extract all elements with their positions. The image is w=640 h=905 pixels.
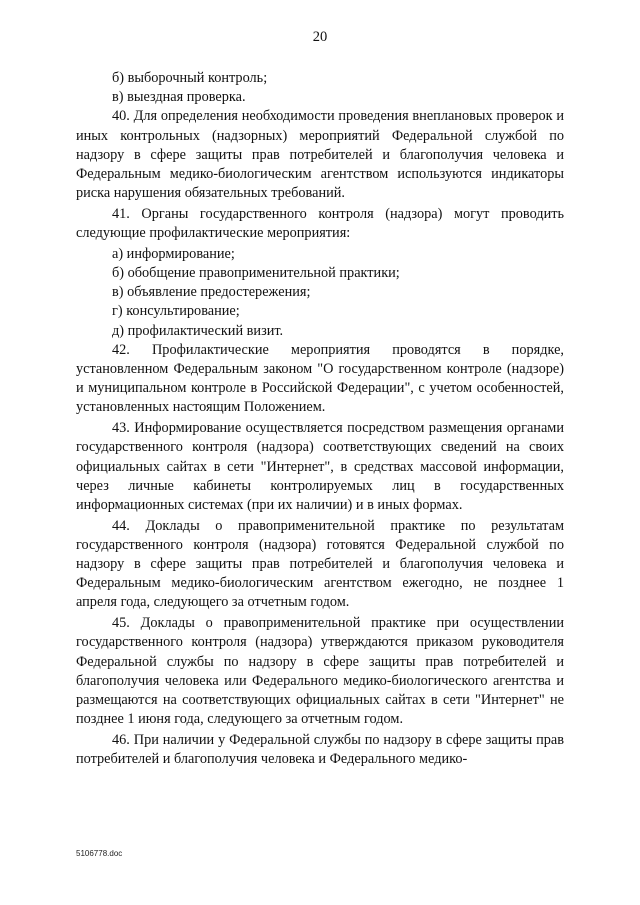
paragraph: 42. Профилактические мероприятия проводятся в порядке, установленном Федеральным законом "О государственном контроле (надзоре) и муниципальном контроле в Российской Федерации", с учетом особенностей, установленных настоящим Положением. xyxy=(76,341,564,416)
paragraph: 46. При наличии у Федеральной службы по надзору в сфере защиты прав потребителей и благополучия человека и Федерального медико- xyxy=(76,731,564,768)
list-item: а) информирование; xyxy=(112,245,235,262)
paragraph: 44. Доклады о правоприменительной практике по результатам государственного контроля (надзора) готовятся Федеральной службой по надзору в сфере защиты прав потребителей и благополучия человека и Федеральным медико-биологическим агентством ежегодно, не позднее 1 апреля года, следующего за отчетным годом. xyxy=(76,517,564,611)
list-item: в) выездная проверка. xyxy=(112,89,246,106)
list-item: б) выборочный контроль; xyxy=(112,70,268,86)
paragraph: 45. Доклады о правоприменительной практике при осуществлении государственного контроля (надзора) утверждаются приказом руководителя Федеральной службы по надзору в сфере защиты прав потребителей и благополучия человека или Федерального медико-биологического агентства и размещаются на соответствующих официальных сайтах в сети "Интернет" не позднее 1 июня года, следующего за отчетным годом. xyxy=(76,615,564,728)
document-body xyxy=(76,69,564,771)
page-number: 20 xyxy=(312,29,328,45)
list-item: г) консультирование; xyxy=(112,303,240,320)
list-item: б) обобщение правоприменительной практики; xyxy=(112,265,400,282)
document-file-code: 5106778.doc xyxy=(76,849,123,858)
list-item: в) объявление предостережения; xyxy=(112,284,311,301)
paragraph: 40. Для определения необходимости проведения внеплановых проверок и иных контрольных (надзорных) мероприятий Федеральной службой по надзору в сфере защиты прав потребителей и благополучия человека и Федеральным медико-биологическим агентством используются индикаторы риска нарушения обязательных требований. xyxy=(76,108,564,202)
paragraph: 41. Органы государственного контроля (надзора) могут проводить следующие профилактические мероприятия: xyxy=(76,205,564,242)
paragraph: 43. Информирование осуществляется посредством размещения органами государственного контроля (надзора) соответствующих сведений на своих официальных сайтах в сети "Интернет", в средствах массовой информации, через личные кабинеты контролируемых лиц в государственных информационных системах (при их наличии) и в иных формах. xyxy=(76,420,564,513)
list-item: д) профилактический визит. xyxy=(112,322,284,339)
